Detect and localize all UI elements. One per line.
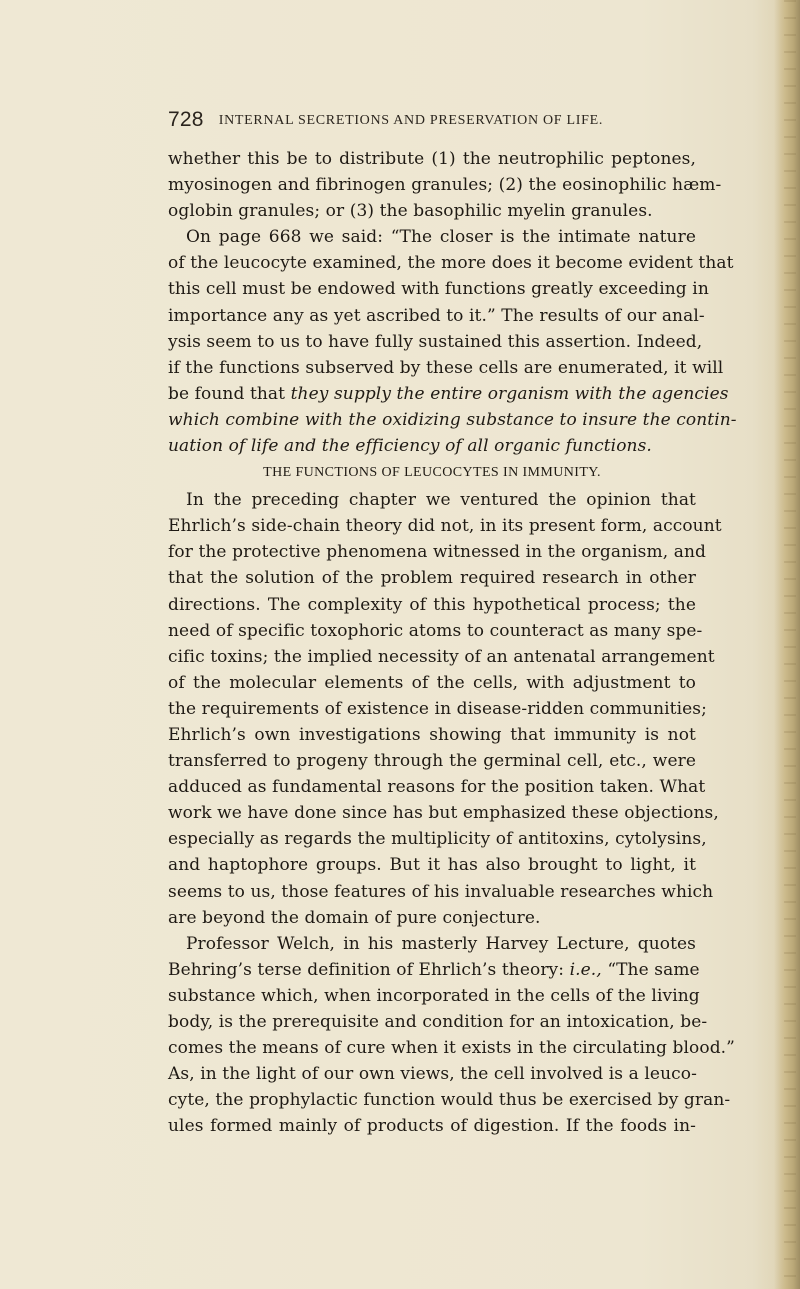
text-line: especially as regards the multiplicity of antitoxins, cytolysins, xyxy=(168,829,707,850)
page-edge-texture xyxy=(784,0,796,1289)
text-line: body, is the prerequisite and condition for an intoxication, be- xyxy=(168,1012,708,1032)
text-line: need of specific toxophoric atoms to counteract as many spe- xyxy=(168,620,703,641)
text-line: Ehrlich’s own investigations showing that immunity is not xyxy=(168,724,696,745)
running-head: INTERNAL SECRETIONS AND PRESERVATION OF LIFE. xyxy=(218,113,604,128)
text-line: work we have done since has but emphasized these objections, xyxy=(168,803,719,824)
text-line: ysis seem to us to have fully sustained this assertion. Indeed, xyxy=(168,331,703,352)
page-header xyxy=(168,108,688,134)
text-line: oglobin granules; or (3) the basophilic myelin granules. xyxy=(168,201,653,222)
text-line: which combine with the oxidizing substance to insure the contin- xyxy=(168,409,737,430)
text-line: On page 668 we said: “The closer is the intimate nature xyxy=(186,227,696,248)
text-line: if the functions subserved by these cells are enumerated, it will xyxy=(168,357,724,378)
text-line: uation of life and the efficiency of all organic functions. xyxy=(168,436,652,457)
text-line: Ehrlich’s side-chain theory did not, in its present form, account xyxy=(168,516,722,537)
text-line: Professor Welch, in his masterly Harvey Lecture, quotes xyxy=(186,933,696,954)
text-line: seems to us, those features of his invaluable researches which xyxy=(168,881,714,902)
text-line: transferred to progeny through the germinal cell, etc., were xyxy=(168,751,696,772)
text-line: of the molecular elements of the cells, with adjustment to xyxy=(168,672,696,693)
text-line: adduced as fundamental reasons for the position taken. What xyxy=(168,777,706,798)
text-line: comes the means of cure when it exists in the circulating blood.” xyxy=(168,1038,735,1059)
text-line: cific toxins; the implied necessity of an antenatal arrangement xyxy=(168,646,715,667)
text-line: that the solution of the problem required research in other xyxy=(168,568,696,589)
text-line: myosinogen and fibrinogen granules; (2) the eosinophilic hæm- xyxy=(168,175,722,196)
text-line: of the leucocyte examined, the more does it become evident that xyxy=(168,253,734,274)
text-line: this cell must be endowed with functions greatly exceeding in xyxy=(168,279,709,300)
body-text xyxy=(168,146,737,1139)
text-line: and haptophore groups. But it has also brought to light, it xyxy=(168,855,696,876)
text-line: ules formed mainly of products of digestion. If the foods in- xyxy=(168,1116,696,1137)
page-number: 728 xyxy=(168,108,204,131)
text-line: substance which, when incorporated in the cells of the living xyxy=(168,985,700,1006)
text-line: for the protective phenomena witnessed in the organism, and xyxy=(168,542,706,563)
text-line: the requirements of existence in disease-ridden communities; xyxy=(168,698,707,719)
section-heading: THE FUNCTIONS OF LEUCOCYTES IN IMMUNITY. xyxy=(263,465,601,481)
text-line: importance any as yet ascribed to it.” The results of our anal- xyxy=(168,305,705,326)
text-line: cyte, the prophylactic function would thus be exercised by gran- xyxy=(168,1090,731,1111)
text-line: Behring’s terse definition of Ehrlich’s theory: i.e., “The same xyxy=(168,959,700,980)
text-line: directions. The complexity of this hypothetical process; the xyxy=(168,594,696,615)
text-line: whether this be to distribute (1) the neutrophilic peptones, xyxy=(168,149,696,169)
text-line: be found that they supply the entire organism with the agencies xyxy=(168,383,729,404)
text-line: As, in the light of our own views, the cell involved is a leuco- xyxy=(168,1064,697,1085)
text-line: In the preceding chapter we ventured the opinion that xyxy=(186,490,696,511)
text-line: are beyond the domain of pure conjecture. xyxy=(168,907,541,928)
